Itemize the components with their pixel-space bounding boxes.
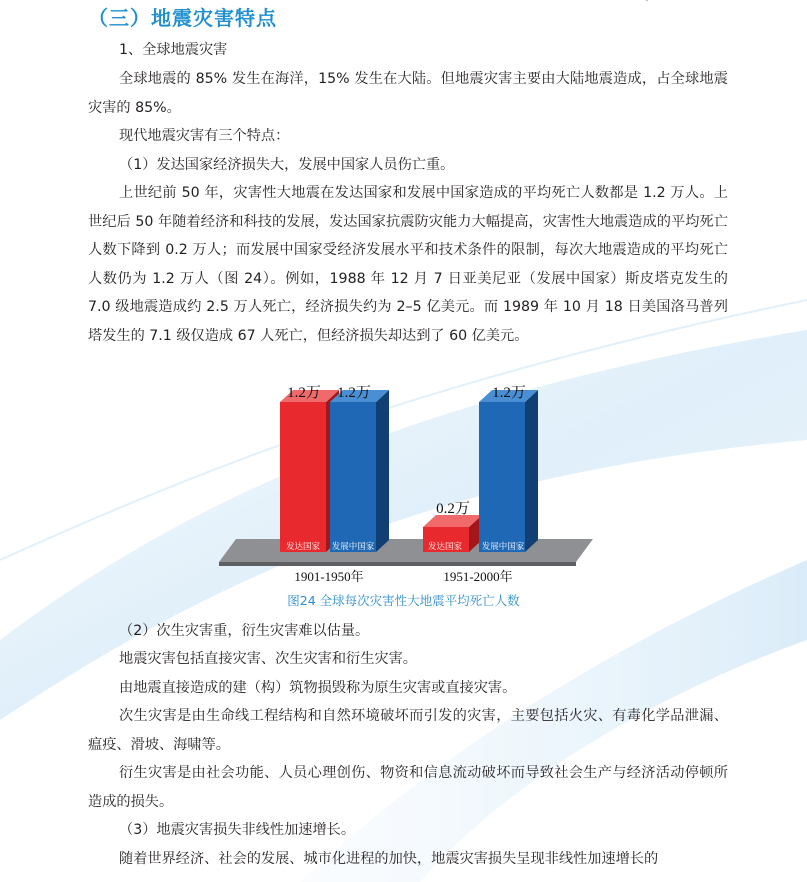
bar-name-developing-1901-1950: 发展中国家 xyxy=(331,542,375,552)
category-label-1901-1950: 1901-1950年 xyxy=(294,569,364,584)
bar-name-developing-1951-2000: 发展中国家 xyxy=(481,542,525,552)
paragraph-three-features: 现代地震灾害有三个特点： xyxy=(119,128,290,144)
paragraph-subheading-1: 1、全球地震灾害 xyxy=(119,42,228,58)
paragraph-intro: 全球地震的 85% 发生在海洋，15% 发生在大陆。但地震灾害主要由大陆地震造成，占全球地震灾害的 85%。 xyxy=(88,71,728,116)
paragraph-feature-1: （1）发达国家经济损失大，发展中国家人员伤亡重。 xyxy=(119,157,455,173)
paragraph-disaster-types: 地震灾害包括直接灾害、次生灾害和衍生灾害。 xyxy=(119,651,417,667)
paragraph-feature-3: （3）地震灾害损失非线性加速增长。 xyxy=(119,822,356,838)
data-label-developed-1901-1950: 1.2万 xyxy=(287,385,321,401)
category-label-1951-2000: 1951-2000年 xyxy=(443,569,513,584)
data-label-developing-1951-2000: 1.2万 xyxy=(492,385,526,401)
data-label-developed-1951-2000: 0.2万 xyxy=(436,501,470,517)
paragraph-feature-1-detail: 上世纪前 50 年，灾害性大地震在发达国家和发展中国家造成的平均死亡人数都是 1.2 万人。上世纪后 50 年随着经济和科技的发展，发达国家抗震防灾能力大幅提高，灾害性大地震造成的平均死亡人数下降到 0.2 万人；而发展中国家受经济发展水平和技术条件的限制，每次大地震造成的平均死亡人数仍为 1.2 万人（图 24）。例如，1988 年 12 月 7 日亚美尼亚（发展中国家）斯皮塔克发生的 7.0 级地震造成约 2.5 万人死亡，经济损失约为 2–5 亿美元。而 1989 年 10 月 18 日美国洛马普列塔发生的 7.1 级仅造成 67 人死亡，但经济损失却达到了 60 亿美元。 xyxy=(88,185,728,344)
chart-platform xyxy=(219,539,593,562)
paragraph-feature-3-detail: 随着世界经济、社会的发展、城市化进程的加快，地震灾害损失呈现非线性加速增长的 xyxy=(119,851,659,867)
chart-platform-edge xyxy=(219,562,576,566)
figure-caption: 图24 全球每次灾害性大地震平均死亡人数 xyxy=(287,593,520,608)
paragraph-feature-2: （2）次生灾害重，衍生灾害难以估量。 xyxy=(119,623,370,639)
bar-name-developed-1901-1950: 发达国家 xyxy=(285,542,321,552)
section-heading: （三）地震灾害特点 xyxy=(88,6,277,30)
bar-name-developed-1951-2000: 发达国家 xyxy=(427,542,463,552)
bar-developing-1901-1950 xyxy=(330,390,389,552)
bar-developing-1951-2000 xyxy=(479,390,538,552)
paragraph-secondary-disaster: 次生灾害是由生命线工程结构和自然环境破坏而引发的灾害，主要包括火灾、有毒化学品泄漏、瘟疫、滑坡、海啸等。 xyxy=(88,708,728,753)
paragraph-primary-disaster: 由地震直接造成的建（构）筑物损毁称为原生灾害或直接灾害。 xyxy=(119,680,517,696)
paragraph-derivative-disaster: 衍生灾害是由社会功能、人员心理创伤、物资和信息流动破坏而导致社会生产与经济活动停顿所造成的损失。 xyxy=(88,765,728,810)
data-label-developing-1901-1950: 1.2万 xyxy=(337,385,371,401)
